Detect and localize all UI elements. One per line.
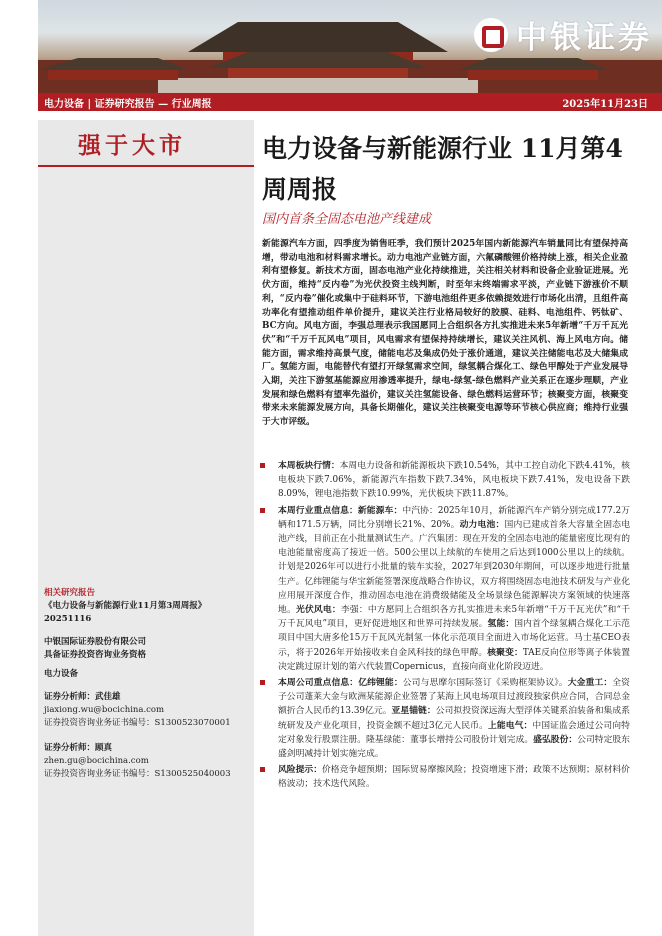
report-info-bar — [38, 93, 662, 111]
bullet-keyword: 核聚变： — [487, 647, 523, 658]
bullet-keyword: 亚星锚链： — [391, 706, 436, 717]
bullet-keyword: 新能源车： — [357, 505, 403, 516]
bullet-keyword: 光伏风电： — [295, 605, 341, 616]
rating-label: 强于大市 — [78, 132, 186, 159]
bullet-text: 公司特定股东盛剑明减持计划实施完成。 — [278, 734, 630, 760]
left-sidebar — [38, 120, 254, 936]
bullet-heading: 本周行业重点信息： — [278, 505, 358, 516]
bullet-marker-icon — [260, 463, 265, 468]
brand-logo — [474, 12, 652, 57]
bullet-text: 全资子公司蓬莱大金与欧洲某能源企业签署了某海上风电场项目过渡段独家供应合同，合同总金额折合人民币约13.39亿元。 — [278, 678, 630, 717]
header-banner — [38, 0, 662, 93]
bullet-item — [258, 459, 630, 502]
left-info — [44, 587, 250, 781]
bullet-keyword: 盛弘股份： — [533, 734, 578, 745]
bullet-text: 本周电力设备和新能源板块下跌10.54%，其中工控自动化下跌4.41%，核电板块下跌7.06%，新能源汽车指数下跌7.34%，风电板块下跌7.41%，发电设备下跌8.09%，锂电池指数下跌10.99%，光伏板块下跌11.87%。 — [278, 461, 630, 500]
bullet-keyword: 动力电池： — [459, 519, 505, 530]
bullet-keyword: 大金重工： — [567, 678, 613, 689]
bullet-text: 李强：中方愿同上合组织各方扎实推进未来5年新增“千万千瓦光伏”和“千万千瓦风电”项目，更好促进地区和世界可持续发展。 — [278, 605, 630, 630]
bullet-text: 中国证监会通过公司向特定对象发行股票注册。隆基绿能：董事长增持公司股份计划完成。 — [278, 720, 630, 745]
report-category: 电力设备 | 证券研究报告 — 行业周报 — [44, 99, 212, 110]
company-qualification: 具备证券投资咨询业务资格 — [44, 650, 147, 660]
analyst-name: 顾真 — [95, 743, 113, 753]
report-subtitle: 国内首条全固态电池产线建成 — [262, 212, 432, 227]
bullet-marker-icon — [260, 767, 265, 772]
bullet-heading: 风险提示： — [278, 765, 322, 776]
analyst-license: 证券投资咨询业务证书编号：S1300523070001 — [44, 718, 231, 728]
bullet-list — [258, 459, 630, 794]
summary-paragraph: 新能源汽车方面，四季度为销售旺季，我们预计2025年国内新能源汽车销量同比有望保持高增，带动电池和材料需求增长。动力电池产业链方面，六氟磷酸锂价格持续上涨，相关企业盈利有望修复。新技术方面，固态电池产业化持续推进，关注相关材料和设备企业验证进展。光伏方面，维持“反内卷”为光伏投资主线判断，时至年末终端需求平淡，产业链下游涨价不顺利，“反内卷”催化或集中于硅料环节，下游电池组件更多依赖提效进行市场化出清，且组件高功率化有望推动组件单价提升，建议关注行业格局较好的胶膜、硅料、电池组件、钙钛矿、BC方向。风电方面，李强总理表示我国愿同上合组织各方扎实推进未来5年新增“千万千瓦光伏”和“千万千瓦风电”项目，风电需求有望保持持续增长，建议关注风机、海上风电方向。储能方面，需求维持高景气度，储能电芯及集成仍处于涨价通道，建议关注储能电芯及大储集成厂。氢能方面，电能替代有望打开绿氢需求空间，绿氢耦合煤化工、绿色甲醇处于产业发展导入期，关注下游氢基能源应用渗透率提升，绿电-绿氢-绿色燃料产业关系正在逐步理顺，产业发展和绿色燃料有望率先溢价，建议关注氢能设备、绿色燃料运营环节；核聚变方面，核聚变带来未来能源发展方向，具备长期催化，建议关注核聚变电源等环节核心供应商；维持行业强于大市评级。 — [262, 239, 628, 428]
analyst-label: 证券分析师： — [44, 743, 96, 753]
boc-coin-icon — [474, 18, 508, 52]
analyst-1 — [44, 691, 250, 730]
bullet-item — [258, 763, 630, 791]
brand-name: 中银证券 — [516, 20, 652, 56]
analyst-license: 证券投资咨询业务证书编号：S1300525040003 — [44, 769, 231, 779]
bullet-text: TAE反向位形等离子体装置决定跳过原计划的第六代装置Copernicus，直接向商业化阶段迈进。 — [278, 647, 630, 672]
analyst-email[interactable]: jiaxiong.wu@bocichina.com — [44, 705, 165, 715]
bullet-text: 国内已建成首条大容量全固态电池产线，目前正在小批量测试生产。广汽集团：现在开发的全固态电池的能量密度比现有的电池能量密度高了接近一倍。500公里以上续航的车使用之后达到1000公里以上的续航。计划是2026年可以进行小批量的装车实验，2027年到2030年期间，可以逐步地进行批量生产。亿纬锂能与华宝新能签署深度战略合作协议，双方将围绕固态电池技术研发与产业化应用展开深度合作，推动固态电池在消费级储能及全场景绿色能源解决方案领域的快速落地。 — [278, 519, 630, 616]
related-label: 相关研究报告 — [44, 588, 96, 598]
company-sector: 电力设备 — [44, 669, 79, 679]
bullet-item — [258, 504, 630, 674]
bullet-heading: 本周公司重点信息： — [278, 678, 359, 689]
analyst-name: 武佳雄 — [95, 692, 121, 702]
analyst-2 — [44, 742, 250, 781]
bullet-keyword: 上能电气： — [487, 720, 533, 731]
related-item[interactable]: 《电力设备与新能源行业11月第3周周报》20251116 — [44, 601, 207, 624]
bullet-marker-icon — [260, 680, 265, 685]
analyst-label: 证券分析师： — [44, 692, 96, 702]
rating-box — [38, 120, 254, 167]
company-name: 中银国际证券股份有限公司 — [44, 637, 147, 647]
bullet-marker-icon — [260, 508, 265, 513]
report-date: 2025年11月23日 — [562, 99, 648, 110]
bullet-keyword: 亿纬锂能： — [358, 678, 403, 689]
bullet-text: 国内首个绿氢耦合煤化工示范项目中国大唐多伦15万千瓦风光制氢一体化示范项目全面进入市场化运营。马士基CEO表示，将于2026年开始接收来自金风科技的绿色甲醇。 — [278, 619, 630, 658]
bullet-text: 价格竞争超预期；国际贸易摩擦风险；投资增速下滑；政策不达预期；原材料价格波动；技术迭代风险。 — [278, 765, 630, 790]
analyst-email[interactable]: zhen.gu@bocichina.com — [44, 756, 149, 766]
bullet-text: 公司拟投资深远海大型浮体关键系泊装备和集成系统研发及产业化项目，投资金额不超过3亿元人民币。 — [278, 706, 630, 731]
bullet-heading: 本周板块行情： — [278, 461, 340, 471]
bullet-text: 公司与思摩尔国际签订《采购框架协议》。 — [402, 678, 568, 689]
bullet-text: 中汽协：2025年10月，新能源汽车产销分别完成177.2万辆和171.5万辆，同比分别增长21%、20%。 — [278, 505, 630, 530]
report-title: 电力设备与新能源行业 11月第4周周报 — [262, 134, 623, 204]
bullet-keyword: 氢能： — [487, 619, 515, 630]
bullet-item — [258, 676, 630, 761]
